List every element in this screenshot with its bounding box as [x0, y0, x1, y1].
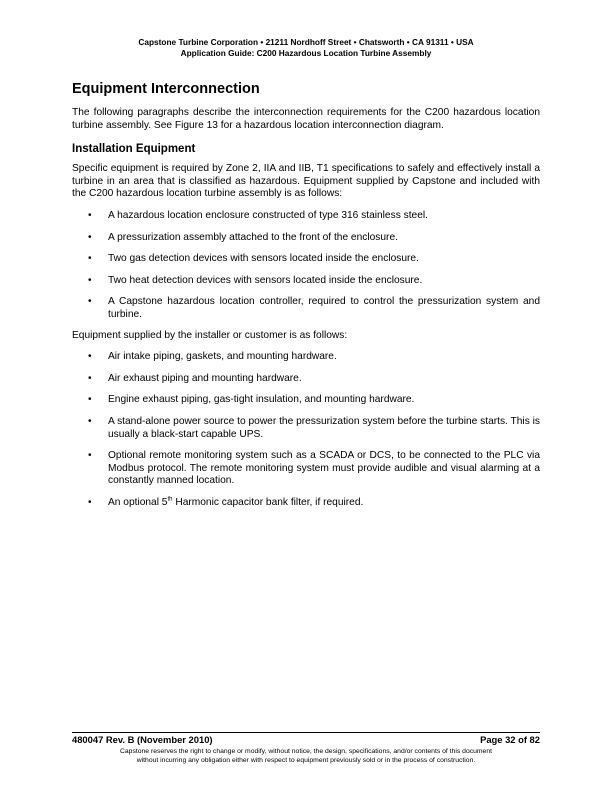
bullet-icon: •	[88, 415, 92, 427]
installer-intro: Equipment supplied by the installer or customer is as follows:	[72, 329, 348, 341]
list-item: • Engine exhaust piping, gas-tight insulation, and mounting hardware.	[88, 394, 415, 406]
list-item: • An optional 5th Harmonic capacitor bank filter, if required.	[88, 496, 364, 508]
bullet-icon: •	[88, 253, 92, 265]
subsection-paragraph: Specific equipment is required by Zone 2, IIA and IIB, T1 specifications to safely and effectively install a turbine in an area that is classified as hazardous. Equipment supplied by Capstone and included with the C200 hazardous location turbine assembly is as follows:	[72, 163, 540, 200]
list-item: • Air intake piping, gaskets, and mounting hardware.	[88, 351, 337, 363]
page-header	[0, 37, 612, 59]
list-item: • A pressurization assembly attached to the front of the enclosure.	[88, 231, 398, 243]
footer-divider	[72, 732, 540, 733]
subsection-title: Installation Equipment	[72, 143, 196, 156]
bullet-icon: •	[88, 394, 92, 406]
list-item: • A Capstone hazardous location controller, required to control the pressurization system and turbine.	[88, 296, 540, 320]
bullet-icon: •	[88, 274, 92, 286]
bullet-icon: •	[88, 296, 92, 308]
bullet-icon: •	[88, 372, 92, 384]
list-item: • A hazardous location enclosure constructed of type 316 stainless steel.	[88, 209, 428, 221]
header-address-line: Capstone Turbine Corporation • 21211 Nordhoff Street • Chatsworth • CA 91311 • USA	[138, 37, 474, 47]
header-guide-title: Application Guide: C200 Hazardous Location Turbine Assembly	[180, 48, 432, 58]
list-item: • Two heat detection devices with sensors located inside the enclosure.	[88, 274, 423, 286]
list-item: • Air exhaust piping and mounting hardware.	[88, 372, 302, 384]
capstone-equipment-list	[72, 210, 540, 322]
bullet-icon: •	[88, 231, 92, 243]
bullet-icon: •	[88, 209, 92, 221]
bullet-icon: •	[88, 496, 92, 508]
document-revision: 480047 Rev. B (November 2010)	[72, 734, 213, 745]
page-number: Page 32 of 82	[480, 734, 540, 745]
section-title: Equipment Interconnection	[72, 81, 260, 97]
list-item: • Optional remote monitoring system such as a SCADA or DCS, to be connected to the PLC via Modbus protocol. The remote monitoring system must provide audible and visual alarming at a constantly manned location.	[88, 450, 540, 487]
footer-disclaimer: Capstone reserves the right to change or modify, without notice, the design, specifications, and/or contents of this document without incurring any obligation either with respect to equipment previously sold or in the process of construction.	[119, 748, 493, 764]
bullet-icon: •	[88, 351, 92, 363]
page-content	[72, 80, 540, 509]
bullet-icon: •	[88, 450, 92, 462]
installer-equipment-list	[72, 351, 540, 509]
list-item: • A stand-alone power source to power the pressurization system before the turbine starts. This is usually a black-start capable UPS.	[88, 415, 540, 440]
section-intro: The following paragraphs describe the interconnection requirements for the C200 hazardous location turbine assembly. See Figure 13 for a hazardous location interconnection diagram.	[72, 107, 540, 131]
list-item: • Two gas detection devices with sensors located inside the enclosure.	[88, 253, 419, 265]
